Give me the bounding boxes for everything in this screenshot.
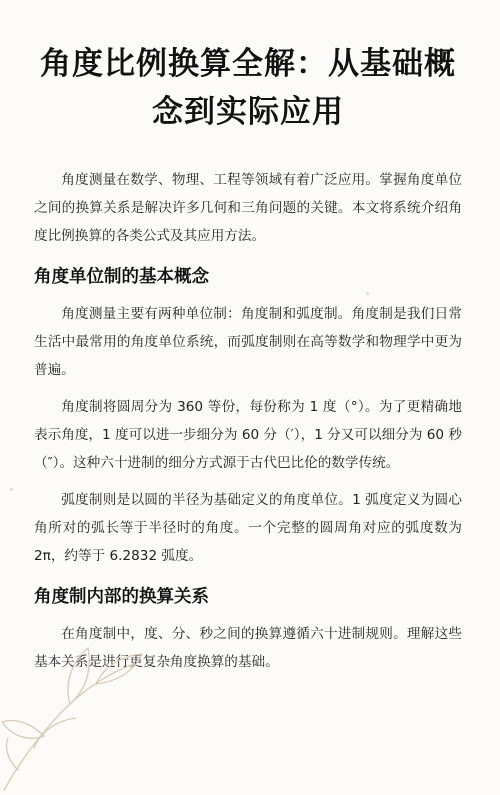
section-heading-unit-concepts: 角度单位制的基本概念 — [34, 267, 209, 287]
section-1-paragraph-2: 角度制将圆周分为 360 等份，每份称为 1 度（°）。为了更精确地表示角度，1 度可以进一步细分为 60 分（′），1 分又可以细分为 60 秒（″）。这种六十进制的细分方式源于古代巴比伦的数学传统。 — [34, 399, 462, 471]
section-2-paragraph-1: 在角度制中，度、分、秒之间的换算遵循六十进制规则。理解这些基本关系是进行更复杂角度换算的基础。 — [34, 626, 462, 670]
section-1-paragraph-1: 角度测量主要有两种单位制：角度制和弧度制。角度制是我们日常生活中最常用的角度单位系统，而弧度制则在高等数学和物理学中更为普遍。 — [34, 306, 462, 378]
article-title: 角度比例换算全解：从基础概念到实际应用 — [40, 46, 456, 130]
paper-speck — [10, 488, 13, 491]
section-heading-degree-conversion: 角度制内部的换算关系 — [34, 587, 209, 607]
paper-speck — [366, 292, 369, 295]
intro-paragraph: 角度测量在数学、物理、工程等领域有着广泛应用。掌握角度单位之间的换算关系是解决许多几何和三角问题的关键。本文将系统介绍角度比例换算的各类公式及其应用方法。 — [34, 172, 462, 244]
section-1-paragraph-3: 弧度制则是以圆的半径为基础定义的角度单位。1 弧度定义为圆心角所对的弧长等于半径时的角度。一个完整的圆周角对应的弧度数为 2π，约等于 6.2832 弧度。 — [34, 492, 462, 564]
